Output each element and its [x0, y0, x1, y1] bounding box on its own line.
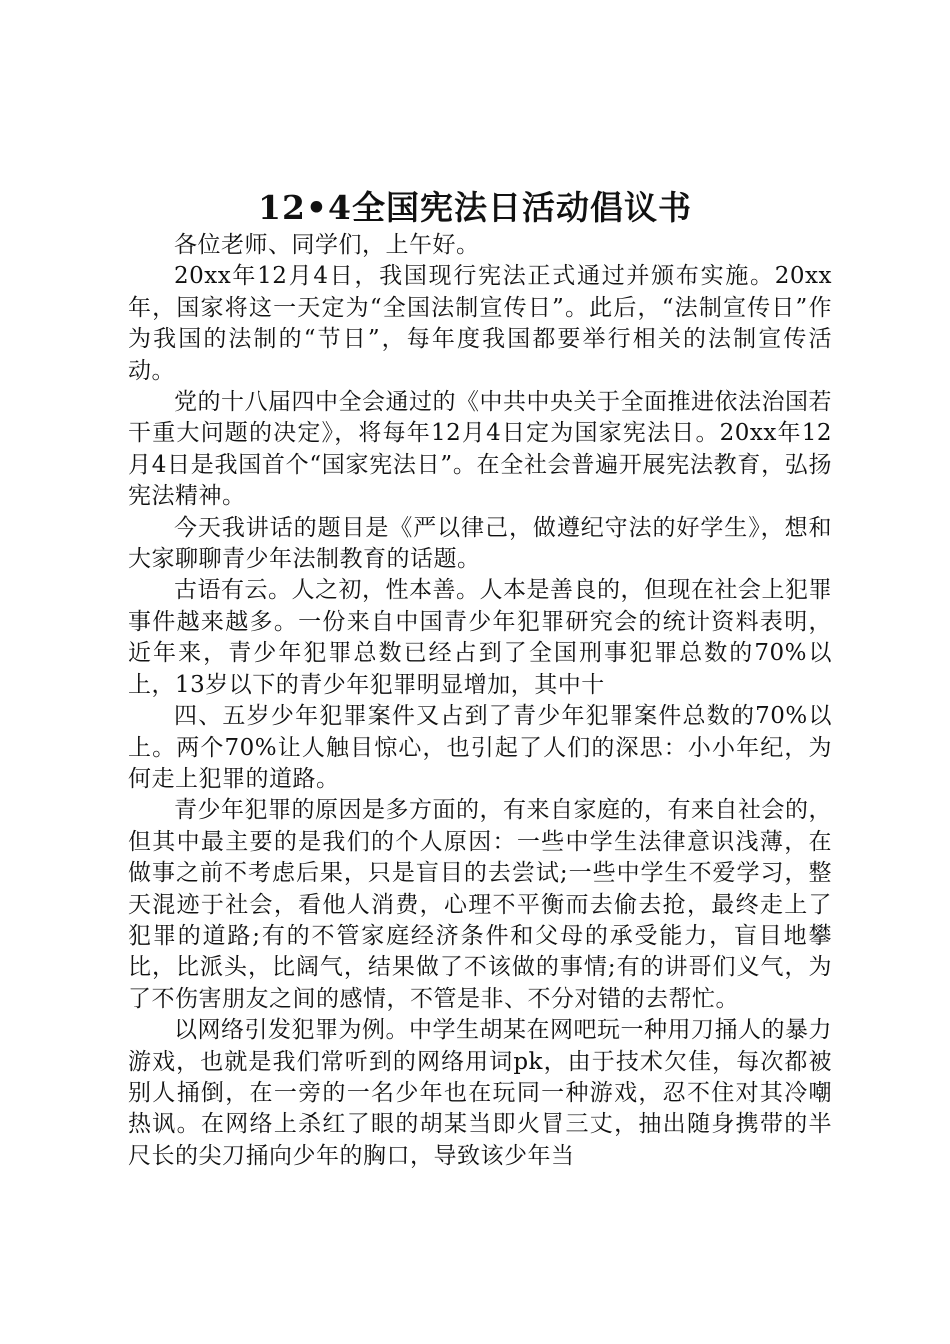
document-title: 12•4全国宪法日活动倡议书	[258, 188, 692, 227]
paragraph-greeting: 各位老师、同学们，上午好。	[174, 232, 480, 258]
paragraph: 今天我讲话的题目是《严以律己，做遵纪守法的好学生》，想和大家聊聊青少年法制教育的话题。	[128, 514, 832, 573]
paragraph: 以网络引发犯罪为例。中学生胡某在网吧玩一种用刀捅人的暴力游戏，也就是我们常听到的网络用词pk，由于技术欠佳，每次都被别人捅倒，在一旁的一名少年也在玩同一种游戏，忍不住对其冷嘲热讽。在网络上杀红了眼的胡某当即火冒三丈，抽出随身携带的半尺长的尖刀捅向少年的胸口，导致该少年当	[128, 1017, 832, 1169]
paragraph: 青少年犯罪的原因是多方面的，有来自家庭的，有来自社会的，但其中最主要的是我们的个人原因：一些中学生法律意识浅薄，在做事之前不考虑后果，只是盲目的去尝试;一些中学生不爱学习，整天混迹于社会，看他人消费，心理不平衡而去偷去抢，最终走上了犯罪的道路;有的不管家庭经济条件和父母的承受能力，盲目地攀比，比派头，比阔气，结果做了不该做的事情;有的讲哥们义气，为了不伤害朋友之间的感情，不管是非、不分对错的去帮忙。	[128, 797, 832, 1012]
paragraph: 四、五岁少年犯罪案件又占到了青少年犯罪案件总数的70%以上。两个70%让人触目惊心，也引起了人们的深思：小小年纪，为何走上犯罪的道路。	[128, 703, 832, 792]
document-body	[128, 230, 832, 1172]
paragraph: 党的十八届四中全会通过的《中共中央关于全面推进依法治国若干重大问题的决定》，将每年12月4日定为国家宪法日。20xx年12月4日是我国首个“国家宪法日”。在全社会普遍开展宪法教育，弘扬宪法精神。	[128, 389, 832, 510]
paragraph: 古语有云。人之初，性本善。人本是善良的，但现在社会上犯罪事件越来越多。一份来自中国青少年犯罪研究会的统计资料表明，近年来，青少年犯罪总数已经占到了全国刑事犯罪总数的70%以上，13岁以下的青少年犯罪明显增加，其中十	[128, 577, 832, 698]
paragraph: 20xx年12月4日，我国现行宪法正式通过并颁布实施。20xx年，国家将这一天定为“全国法制宣传日”。此后，“法制宣传日”作为我国的法制的“节日”，每年度我国都要举行相关的法制宣传活动。	[128, 263, 832, 384]
